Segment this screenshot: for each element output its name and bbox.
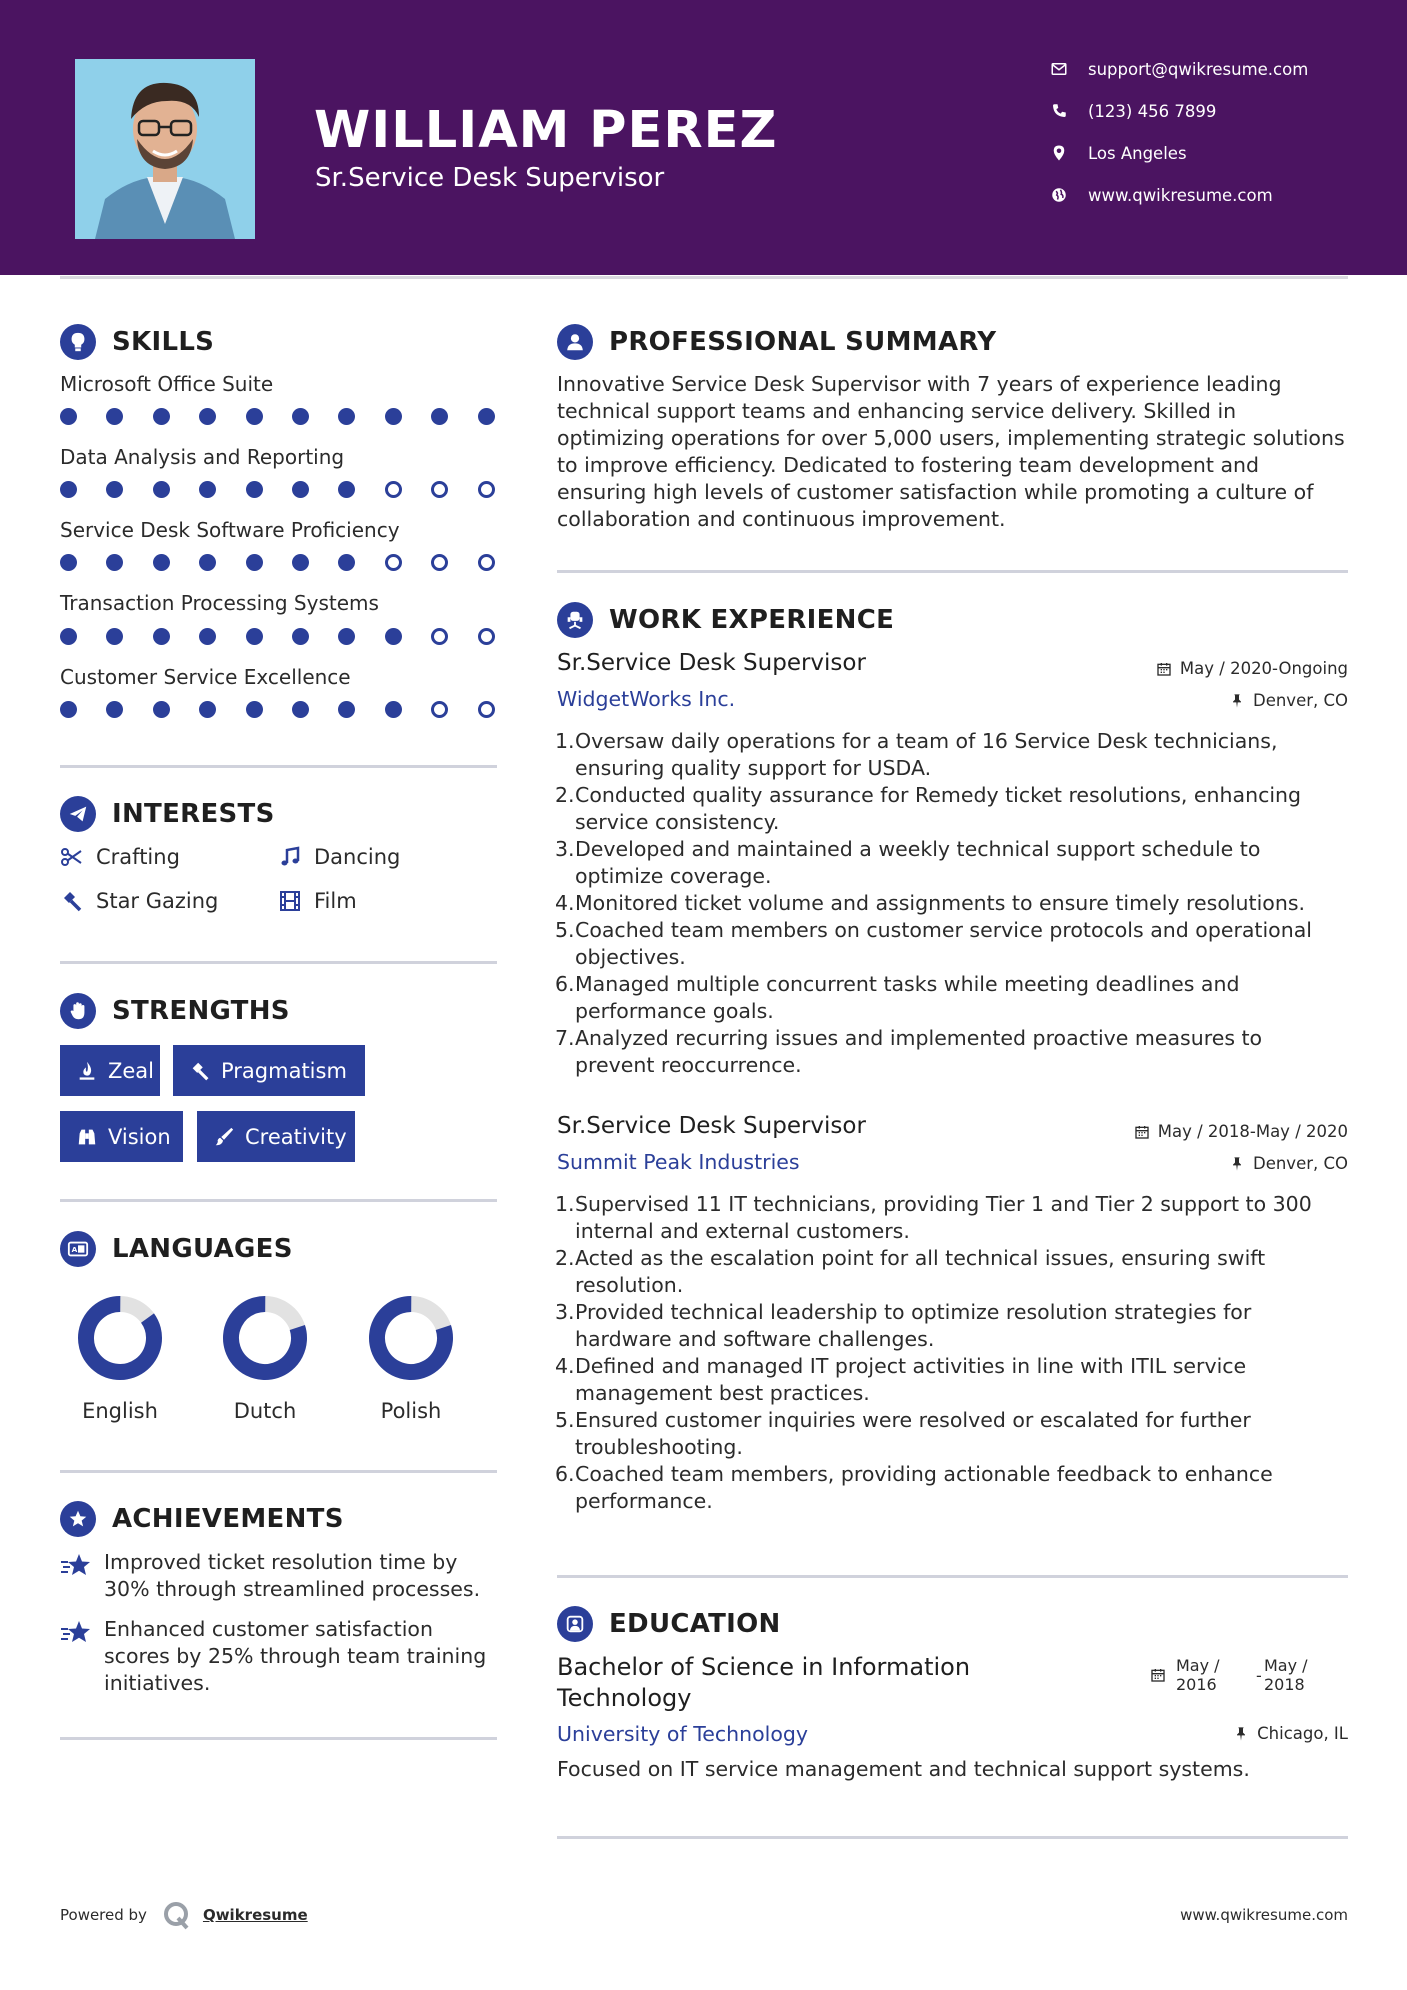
school-name: University of Technology (557, 1722, 809, 1746)
skill-rating (60, 480, 500, 500)
duty-item: 1. Oversaw daily operations for a team of 16 Service Desk technicians, ensuring quality support for USDA. (555, 729, 1278, 780)
strength-badge: Zeal (60, 1045, 160, 1096)
duty-item: 6. Coached team members, providing actionable feedback to enhance performance. (555, 1462, 1273, 1513)
company-name: Summit Peak Industries (557, 1150, 800, 1174)
school-location: Chicago, IL (1233, 1724, 1348, 1743)
education-heading: EDUCATION (557, 1606, 781, 1642)
rating-dot-empty (385, 554, 402, 571)
rating-dot-filled (199, 408, 216, 425)
language-ring-fill (222, 1295, 308, 1381)
rating-dot-filled (153, 408, 170, 425)
skills-heading: SKILLS (60, 324, 214, 360)
duty-item: 5. Ensured customer inquiries were resolved or escalated for further troubleshooting. (555, 1408, 1251, 1459)
star-icon (60, 1616, 104, 1697)
rating-dot-filled (153, 481, 170, 498)
svg-text:A: A (71, 1245, 78, 1255)
interest-item: Crafting (60, 845, 180, 869)
duty-item: 2. Conducted quality assurance for Remedy ticket resolutions, enhancing service consistency. (555, 783, 1302, 834)
language-label: Dutch (233, 1399, 297, 1423)
achievement-item: Enhanced customer satisfaction scores by 25% through team training initiatives. (60, 1616, 500, 1697)
rating-dot-filled (199, 481, 216, 498)
contact-email-text: support@qwikresume.com (1088, 59, 1309, 79)
strengths-heading: STRENGTHS (60, 993, 290, 1029)
section-divider (557, 1575, 1348, 1578)
rating-dot-filled (246, 481, 263, 498)
job-date: May / 2018-May / 2020 (1134, 1122, 1348, 1141)
duty-item: 5. Coached team members on customer service protocols and operational objectives. (555, 918, 1312, 969)
rating-dot-filled (106, 554, 123, 571)
rating-dot-filled (385, 408, 402, 425)
skill-rating (60, 627, 500, 647)
job-date: May / 2020-Ongoing (1156, 659, 1348, 678)
film-icon (278, 889, 314, 913)
skill-label: Service Desk Software Proficiency (60, 518, 400, 542)
lightbulb-icon (60, 324, 96, 360)
section-divider (60, 961, 497, 964)
skill-rating (60, 407, 500, 427)
candidate-title: Sr.Service Desk Supervisor (315, 163, 665, 193)
duty-item: 6. Managed multiple concurrent tasks while meeting deadlines and performance goals. (555, 972, 1240, 1023)
qwikresume-logo-icon (161, 1900, 191, 1930)
calendar-icon (1156, 661, 1172, 677)
education-description: Focused on IT service management and technical support systems. (557, 1757, 1250, 1781)
duty-item: 2. Acted as the escalation point for all technical issues, ensuring swift resolution. (555, 1246, 1266, 1297)
rating-dot-filled (338, 481, 355, 498)
rating-dot-filled (60, 408, 77, 425)
rating-dot-filled (478, 408, 495, 425)
rating-dot-filled (60, 554, 77, 571)
rating-dot-filled (246, 554, 263, 571)
skill-label: Transaction Processing Systems (60, 591, 379, 615)
job-location: Denver, CO (1229, 691, 1348, 710)
rating-dot-filled (292, 408, 309, 425)
summary-text: Innovative Service Desk Supervisor with 7 years of experience leading technical support teams and enhancing service delivery. Skilled in optimizing operations for over 5,000 users, implementing strategic solutions to improve efficiency. Dedicated to fostering team development and ensuring high levels of customer satisfaction while promoting a culture of collaboration and continuous improvement. (557, 372, 1345, 531)
language-ring-fill (77, 1295, 163, 1381)
phone-icon (1050, 102, 1088, 120)
candidate-name: WILLIAM PEREZ (314, 101, 778, 160)
skill-label: Data Analysis and Reporting (60, 445, 345, 469)
section-divider (557, 570, 1348, 573)
duty-item: 3. Provided technical leadership to optimize resolution strategies for hardware and software challenges. (555, 1300, 1252, 1351)
pushpin-icon (1229, 1156, 1245, 1172)
rating-dot-filled (292, 554, 309, 571)
skill-rating (60, 553, 500, 573)
calendar-icon (1150, 1667, 1166, 1683)
section-divider (60, 1470, 497, 1473)
rating-dot-filled (246, 408, 263, 425)
duty-item: 1. Supervised 11 IT technicians, providing Tier 1 and Tier 2 support to 300 internal and external customers. (555, 1192, 1312, 1243)
paper-plane-icon (60, 796, 96, 832)
rating-dot-filled (385, 628, 402, 645)
hammer-icon (189, 1060, 211, 1082)
rating-dot-empty (478, 481, 495, 498)
header-divider (60, 276, 1348, 279)
rating-dot-filled (199, 628, 216, 645)
rating-dot-filled (153, 628, 170, 645)
footer-powered-by: Powered by Qwikresume (60, 1900, 308, 1930)
pushpin-icon (1233, 1726, 1249, 1742)
skill-rating (60, 700, 500, 720)
degree-name: Bachelor of Science in Information Technology (557, 1653, 971, 1712)
company-name: WidgetWorks Inc. (557, 687, 736, 711)
hammer-icon (60, 889, 96, 913)
rating-dot-filled (338, 701, 355, 718)
achievements-heading: ACHIEVEMENTS (60, 1501, 344, 1537)
summary-heading: PROFESSIONAL SUMMARY (557, 324, 996, 360)
job-title: Sr.Service Desk Supervisor (557, 1113, 866, 1139)
rating-dot-filled (292, 481, 309, 498)
rating-dot-filled (106, 628, 123, 645)
duty-item: 7. Analyzed recurring issues and implemented proactive measures to prevent reoccurrence. (555, 1026, 1263, 1077)
job-duties (557, 1191, 1347, 1515)
contact-email[interactable] (1050, 54, 1380, 84)
paintbrush-icon (213, 1126, 235, 1148)
rating-dot-filled (153, 701, 170, 718)
rating-dot-empty (478, 628, 495, 645)
contact-website-text: www.qwikresume.com (1088, 185, 1273, 205)
rating-dot-filled (106, 701, 123, 718)
rating-dot-filled (106, 481, 123, 498)
rating-dot-filled (246, 701, 263, 718)
language-ring (368, 1295, 454, 1381)
flame-icon (76, 1060, 98, 1082)
rating-dot-filled (338, 554, 355, 571)
rating-dot-filled (60, 701, 77, 718)
pushpin-icon (1229, 693, 1245, 709)
skill-label: Customer Service Excellence (60, 665, 351, 689)
interests-heading: INTERESTS (60, 796, 275, 832)
education-start-date: May / 2016 (1176, 1656, 1220, 1694)
rating-dot-empty (431, 481, 448, 498)
contact-phone[interactable] (1050, 96, 1380, 126)
calendar-icon (1134, 1124, 1150, 1140)
skill-label: Microsoft Office Suite (60, 372, 274, 396)
contact-website[interactable] (1050, 180, 1380, 210)
rating-dot-filled (60, 481, 77, 498)
interest-item: Film (278, 889, 357, 913)
star-icon (60, 1549, 104, 1603)
experience-heading: WORK EXPERIENCE (557, 602, 894, 638)
rating-dot-empty (431, 701, 448, 718)
section-divider (60, 1737, 497, 1740)
rating-dot-filled (199, 554, 216, 571)
job-title: Sr.Service Desk Supervisor (557, 650, 866, 676)
envelope-icon (1050, 60, 1088, 78)
rating-dot-filled (292, 628, 309, 645)
rating-dot-filled (199, 701, 216, 718)
rating-dot-filled (431, 408, 448, 425)
rating-dot-filled (246, 628, 263, 645)
globe-icon (1050, 186, 1088, 204)
binoculars-icon (76, 1126, 98, 1148)
graduate-icon (557, 1606, 593, 1642)
strength-badge: Creativity (197, 1111, 355, 1162)
section-divider (60, 765, 497, 768)
rating-dot-filled (106, 408, 123, 425)
music-note-icon (278, 845, 314, 869)
scissors-icon (60, 845, 96, 869)
rating-dot-filled (338, 408, 355, 425)
language-label: English (82, 1399, 158, 1423)
profile-photo (75, 59, 255, 239)
rating-dot-filled (338, 628, 355, 645)
strength-badge: Pragmatism (173, 1045, 365, 1096)
language-ring (77, 1295, 163, 1381)
rating-dot-filled (153, 554, 170, 571)
user-icon (557, 324, 593, 360)
education-date-separator: - (1256, 1666, 1262, 1685)
strength-badge: Vision (60, 1111, 183, 1162)
duty-item: 3. Developed and maintained a weekly technical support schedule to optimize coverage. (555, 837, 1261, 888)
section-divider (557, 1836, 1348, 1839)
duty-item: 4. Monitored ticket volume and assignments to ensure timely resolutions. (555, 891, 1306, 915)
education-end-date: May / 2018 (1264, 1656, 1308, 1694)
job-duties (557, 728, 1347, 1079)
interest-item: Star Gazing (60, 889, 218, 913)
language-label: Polish (380, 1399, 442, 1423)
rating-dot-empty (478, 701, 495, 718)
job-location: Denver, CO (1229, 1154, 1348, 1173)
duty-item: 4. Defined and managed IT project activities in line with ITIL service management best practices. (555, 1354, 1247, 1405)
language-ring (222, 1295, 308, 1381)
section-divider (60, 1199, 497, 1202)
rating-dot-empty (478, 554, 495, 571)
rating-dot-filled (385, 701, 402, 718)
header-banner (0, 0, 1407, 275)
languages-heading: A LANGUAGES (60, 1231, 293, 1267)
language-icon (60, 1231, 96, 1267)
contact-location (1050, 138, 1380, 168)
hand-icon (60, 993, 96, 1029)
footer-website[interactable]: www.qwikresume.com (1180, 1906, 1348, 1924)
rating-dot-empty (431, 554, 448, 571)
language-ring-fill (368, 1295, 454, 1381)
achievement-item: Improved ticket resolution time by 30% through streamlined processes. (60, 1549, 500, 1603)
qwikresume-link[interactable]: Qwikresume (202, 1906, 308, 1924)
rating-dot-filled (292, 701, 309, 718)
interest-item: Dancing (278, 845, 400, 869)
contact-phone-text: (123) 456 7899 (1088, 101, 1217, 121)
rating-dot-filled (60, 628, 77, 645)
rating-dot-empty (431, 628, 448, 645)
rating-dot-empty (385, 481, 402, 498)
location-pin-icon (1050, 144, 1088, 162)
star-badge-icon (60, 1501, 96, 1537)
contact-location-text: Los Angeles (1088, 143, 1187, 163)
briefcase-chair-icon (557, 602, 593, 638)
